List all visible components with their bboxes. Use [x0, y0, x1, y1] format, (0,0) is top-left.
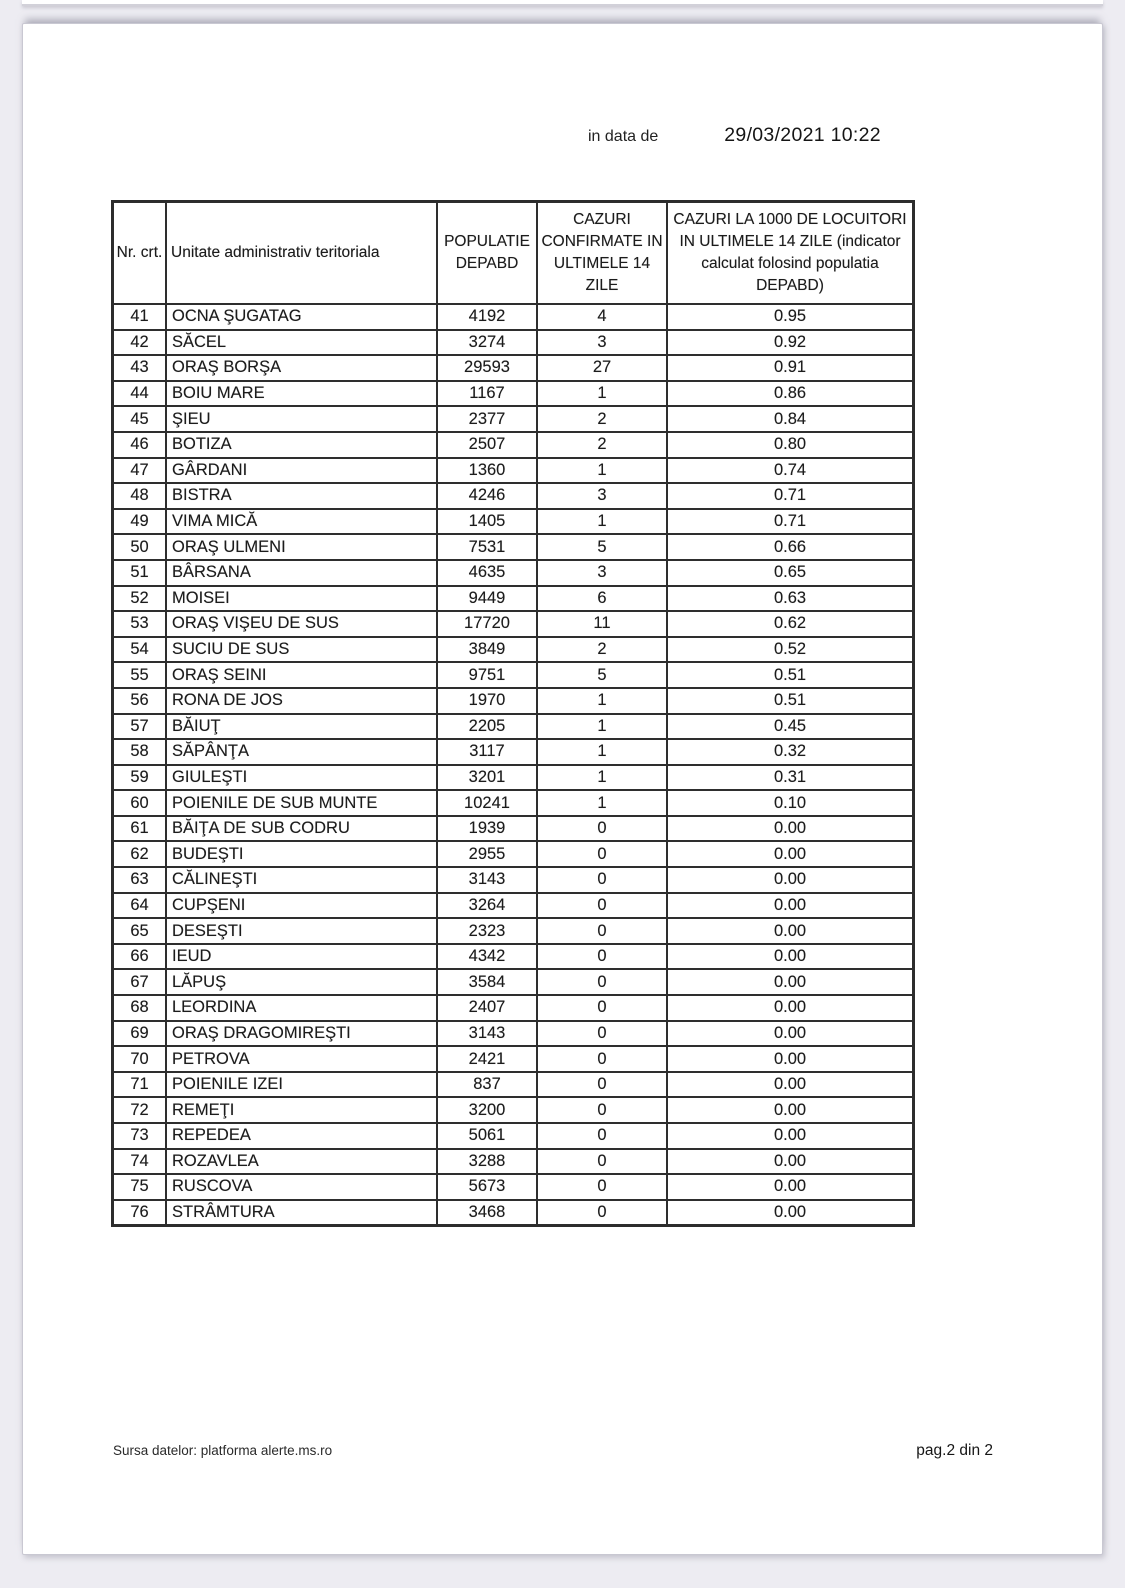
cell-populatie: 1970 [437, 688, 537, 714]
cell-nr-crt: 57 [113, 714, 166, 740]
cell-populatie: 4246 [437, 483, 537, 509]
cell-nr-crt: 73 [113, 1123, 166, 1149]
cell-cazuri: 5 [537, 662, 667, 688]
cell-rata: 0.00 [667, 969, 913, 995]
cell-cazuri: 1 [537, 790, 667, 816]
scanned-page [22, 23, 1103, 1555]
table-header-row [113, 202, 913, 304]
cell-rata: 0.00 [667, 1200, 913, 1226]
table-row [113, 662, 913, 688]
cell-cazuri: 0 [537, 1097, 667, 1123]
cell-unitate: GÂRDANI [166, 458, 437, 484]
cell-nr-crt: 49 [113, 509, 166, 535]
table-body [113, 304, 913, 1225]
cell-populatie: 3117 [437, 739, 537, 765]
cell-cazuri: 0 [537, 1072, 667, 1098]
cell-nr-crt: 64 [113, 893, 166, 919]
cell-populatie: 3143 [437, 1021, 537, 1047]
cell-unitate: OCNA ŞUGATAG [166, 304, 437, 330]
cell-rata: 0.10 [667, 790, 913, 816]
cell-rata: 0.52 [667, 637, 913, 663]
cell-populatie: 3288 [437, 1149, 537, 1175]
table-row [113, 406, 913, 432]
cell-nr-crt: 48 [113, 483, 166, 509]
cell-nr-crt: 44 [113, 381, 166, 407]
cell-rata: 0.45 [667, 714, 913, 740]
cell-cazuri: 2 [537, 406, 667, 432]
table-row [113, 1149, 913, 1175]
cell-unitate: CUPŞENI [166, 893, 437, 919]
cell-unitate: BÂRSANA [166, 560, 437, 586]
cell-cazuri: 1 [537, 688, 667, 714]
cell-cazuri: 3 [537, 560, 667, 586]
cell-nr-crt: 52 [113, 586, 166, 612]
page-number-indicator: pag.2 din 2 [916, 1442, 993, 1459]
cell-cazuri: 2 [537, 432, 667, 458]
column-header-unitate-administrativ-teritoriala: Unitate administrativ teritoriala [166, 202, 437, 304]
cell-populatie: 1360 [437, 458, 537, 484]
table-row [113, 867, 913, 893]
cell-cazuri: 0 [537, 1123, 667, 1149]
cell-rata: 0.00 [667, 1021, 913, 1047]
cell-nr-crt: 66 [113, 944, 166, 970]
column-header-populatie-depabd: POPULATIE DEPABD [437, 202, 537, 304]
table-row [113, 816, 913, 842]
table-row [113, 1097, 913, 1123]
cell-unitate: SĂCEL [166, 330, 437, 356]
cell-populatie: 7531 [437, 534, 537, 560]
cell-nr-crt: 69 [113, 1021, 166, 1047]
cell-populatie: 3584 [437, 969, 537, 995]
cell-unitate: PETROVA [166, 1046, 437, 1072]
table-row [113, 995, 913, 1021]
cell-cazuri: 1 [537, 458, 667, 484]
cell-cazuri: 1 [537, 739, 667, 765]
table-row [113, 688, 913, 714]
cell-cazuri: 0 [537, 969, 667, 995]
cell-rata: 0.80 [667, 432, 913, 458]
cell-rata: 0.00 [667, 1097, 913, 1123]
cell-unitate: MOISEI [166, 586, 437, 612]
cell-nr-crt: 68 [113, 995, 166, 1021]
cell-cazuri: 1 [537, 509, 667, 535]
cell-rata: 0.71 [667, 483, 913, 509]
cell-nr-crt: 70 [113, 1046, 166, 1072]
cell-cazuri: 0 [537, 995, 667, 1021]
report-datetime: 29/03/2021 10:22 [724, 124, 881, 146]
cell-unitate: POIENILE IZEI [166, 1072, 437, 1098]
table-row [113, 1123, 913, 1149]
table-row [113, 893, 913, 919]
cell-rata: 0.00 [667, 944, 913, 970]
document-footer [113, 1442, 993, 1460]
cell-cazuri: 0 [537, 918, 667, 944]
cell-nr-crt: 41 [113, 304, 166, 330]
cell-rata: 0.63 [667, 586, 913, 612]
cell-populatie: 3264 [437, 893, 537, 919]
cell-rata: 0.00 [667, 995, 913, 1021]
date-label: in data de [588, 128, 659, 145]
cell-populatie: 4192 [437, 304, 537, 330]
cell-cazuri: 0 [537, 1149, 667, 1175]
cell-nr-crt: 47 [113, 458, 166, 484]
table-row [113, 1021, 913, 1047]
cell-cazuri: 1 [537, 381, 667, 407]
cell-populatie: 3201 [437, 765, 537, 791]
cell-unitate: BOIU MARE [166, 381, 437, 407]
table-row [113, 1174, 913, 1200]
table-row [113, 765, 913, 791]
cell-rata: 0.00 [667, 1174, 913, 1200]
cell-cazuri: 11 [537, 611, 667, 637]
cell-nr-crt: 62 [113, 841, 166, 867]
cell-populatie: 3143 [437, 867, 537, 893]
cell-populatie: 9449 [437, 586, 537, 612]
cell-unitate: ORAŞ ULMENI [166, 534, 437, 560]
cell-rata: 0.00 [667, 1123, 913, 1149]
table-row [113, 790, 913, 816]
cell-nr-crt: 53 [113, 611, 166, 637]
cell-populatie: 29593 [437, 355, 537, 381]
cell-nr-crt: 50 [113, 534, 166, 560]
table-row [113, 586, 913, 612]
cell-cazuri: 0 [537, 1174, 667, 1200]
cell-unitate: BUDEŞTI [166, 841, 437, 867]
cases-table [111, 200, 915, 1227]
table-row [113, 611, 913, 637]
cell-cazuri: 27 [537, 355, 667, 381]
cell-unitate: VIMA MICĂ [166, 509, 437, 535]
cell-rata: 0.51 [667, 662, 913, 688]
cell-rata: 0.66 [667, 534, 913, 560]
cell-cazuri: 3 [537, 483, 667, 509]
cell-populatie: 2955 [437, 841, 537, 867]
cell-cazuri: 0 [537, 841, 667, 867]
cell-unitate: ORAŞ VIŞEU DE SUS [166, 611, 437, 637]
cell-populatie: 10241 [437, 790, 537, 816]
cell-unitate: BĂIUŢ [166, 714, 437, 740]
cell-populatie: 3274 [437, 330, 537, 356]
data-source-text: Sursa datelor: platforma alerte.ms.ro [113, 1443, 333, 1458]
cell-rata: 0.86 [667, 381, 913, 407]
table-row [113, 432, 913, 458]
cell-nr-crt: 63 [113, 867, 166, 893]
cell-unitate: DESEŞTI [166, 918, 437, 944]
cell-unitate: ORAŞ BORŞA [166, 355, 437, 381]
column-header-cazuri-confirmate: CAZURI CONFIRMATE IN ULTIMELE 14 ZILE [537, 202, 667, 304]
cell-rata: 0.65 [667, 560, 913, 586]
cell-nr-crt: 55 [113, 662, 166, 688]
table-row [113, 560, 913, 586]
cell-cazuri: 0 [537, 816, 667, 842]
table-row [113, 739, 913, 765]
column-header-nr-crt: Nr. crt. [113, 202, 166, 304]
cell-populatie: 1405 [437, 509, 537, 535]
cell-unitate: GIULEŞTI [166, 765, 437, 791]
cell-nr-crt: 54 [113, 637, 166, 663]
table-row [113, 969, 913, 995]
cell-unitate: RONA DE JOS [166, 688, 437, 714]
cell-nr-crt: 58 [113, 739, 166, 765]
table-header [113, 202, 913, 304]
cell-unitate: POIENILE DE SUB MUNTE [166, 790, 437, 816]
cell-unitate: SUCIU DE SUS [166, 637, 437, 663]
cell-rata: 0.71 [667, 509, 913, 535]
cell-cazuri: 0 [537, 944, 667, 970]
cell-rata: 0.00 [667, 1149, 913, 1175]
cell-populatie: 2205 [437, 714, 537, 740]
cell-populatie: 5673 [437, 1174, 537, 1200]
cell-nr-crt: 65 [113, 918, 166, 944]
cell-populatie: 1939 [437, 816, 537, 842]
column-header-cazuri-la-1000: CAZURI LA 1000 DE LOCUITORI IN ULTIMELE 14 ZILE (indicator calculat folosind populatia DEPABD) [667, 202, 913, 304]
table-row [113, 304, 913, 330]
cell-rata: 0.00 [667, 816, 913, 842]
cell-cazuri: 6 [537, 586, 667, 612]
cell-populatie: 2377 [437, 406, 537, 432]
cell-unitate: BOTIZA [166, 432, 437, 458]
cell-unitate: REMEŢI [166, 1097, 437, 1123]
cell-unitate: IEUD [166, 944, 437, 970]
cell-unitate: STRÂMTURA [166, 1200, 437, 1226]
cell-populatie: 2323 [437, 918, 537, 944]
cell-unitate: REPEDEA [166, 1123, 437, 1149]
cell-unitate: LĂPUŞ [166, 969, 437, 995]
cell-cazuri: 2 [537, 637, 667, 663]
table-row [113, 1072, 913, 1098]
table-row [113, 381, 913, 407]
cell-unitate: ORAŞ DRAGOMIREŞTI [166, 1021, 437, 1047]
cell-rata: 0.00 [667, 841, 913, 867]
cell-unitate: ORAŞ SEINI [166, 662, 437, 688]
table-row [113, 458, 913, 484]
cell-unitate: ŞIEU [166, 406, 437, 432]
cell-nr-crt: 46 [113, 432, 166, 458]
cell-populatie: 3468 [437, 1200, 537, 1226]
cell-populatie: 4635 [437, 560, 537, 586]
cell-rata: 0.74 [667, 458, 913, 484]
previous-page-edge [22, 0, 1103, 6]
cell-populatie: 3849 [437, 637, 537, 663]
document-header [588, 124, 881, 147]
cell-nr-crt: 51 [113, 560, 166, 586]
cell-cazuri: 0 [537, 1021, 667, 1047]
cell-populatie: 3200 [437, 1097, 537, 1123]
cell-rata: 0.51 [667, 688, 913, 714]
cell-unitate: ROZAVLEA [166, 1149, 437, 1175]
cell-rata: 0.62 [667, 611, 913, 637]
cell-cazuri: 5 [537, 534, 667, 560]
cell-cazuri: 0 [537, 1200, 667, 1226]
cell-cazuri: 0 [537, 867, 667, 893]
cell-rata: 0.00 [667, 1046, 913, 1072]
cell-unitate: SĂPÂNŢA [166, 739, 437, 765]
cell-populatie: 2407 [437, 995, 537, 1021]
cell-nr-crt: 67 [113, 969, 166, 995]
table-row [113, 944, 913, 970]
cell-unitate: BISTRA [166, 483, 437, 509]
cell-nr-crt: 61 [113, 816, 166, 842]
table-row [113, 483, 913, 509]
table-row [113, 841, 913, 867]
cell-nr-crt: 60 [113, 790, 166, 816]
cell-populatie: 2507 [437, 432, 537, 458]
cell-unitate: BĂIŢA DE SUB CODRU [166, 816, 437, 842]
cell-nr-crt: 56 [113, 688, 166, 714]
cell-populatie: 17720 [437, 611, 537, 637]
table-row [113, 534, 913, 560]
table-row [113, 918, 913, 944]
cell-rata: 0.95 [667, 304, 913, 330]
cell-rata: 0.91 [667, 355, 913, 381]
table-row [113, 355, 913, 381]
cell-populatie: 5061 [437, 1123, 537, 1149]
table-row [113, 714, 913, 740]
cell-cazuri: 1 [537, 714, 667, 740]
cell-rata: 0.00 [667, 1072, 913, 1098]
cell-nr-crt: 75 [113, 1174, 166, 1200]
cell-unitate: CĂLINEŞTI [166, 867, 437, 893]
cell-rata: 0.31 [667, 765, 913, 791]
cell-nr-crt: 45 [113, 406, 166, 432]
cases-table-container [111, 200, 915, 1227]
cell-rata: 0.00 [667, 893, 913, 919]
cell-cazuri: 4 [537, 304, 667, 330]
table-row [113, 1046, 913, 1072]
cell-nr-crt: 76 [113, 1200, 166, 1226]
cell-unitate: RUSCOVA [166, 1174, 437, 1200]
cell-nr-crt: 42 [113, 330, 166, 356]
table-row [113, 637, 913, 663]
cell-rata: 0.92 [667, 330, 913, 356]
cell-populatie: 2421 [437, 1046, 537, 1072]
table-row [113, 509, 913, 535]
cell-nr-crt: 43 [113, 355, 166, 381]
cell-populatie: 837 [437, 1072, 537, 1098]
cell-rata: 0.84 [667, 406, 913, 432]
cell-nr-crt: 72 [113, 1097, 166, 1123]
cell-cazuri: 1 [537, 765, 667, 791]
cell-populatie: 1167 [437, 381, 537, 407]
cell-cazuri: 0 [537, 1046, 667, 1072]
table-row [113, 1200, 913, 1226]
cell-nr-crt: 71 [113, 1072, 166, 1098]
cell-nr-crt: 74 [113, 1149, 166, 1175]
cell-populatie: 4342 [437, 944, 537, 970]
cell-rata: 0.32 [667, 739, 913, 765]
cell-nr-crt: 59 [113, 765, 166, 791]
cell-rata: 0.00 [667, 918, 913, 944]
cell-unitate: LEORDINA [166, 995, 437, 1021]
cell-cazuri: 0 [537, 893, 667, 919]
table-row [113, 330, 913, 356]
cell-rata: 0.00 [667, 867, 913, 893]
cell-cazuri: 3 [537, 330, 667, 356]
cell-populatie: 9751 [437, 662, 537, 688]
